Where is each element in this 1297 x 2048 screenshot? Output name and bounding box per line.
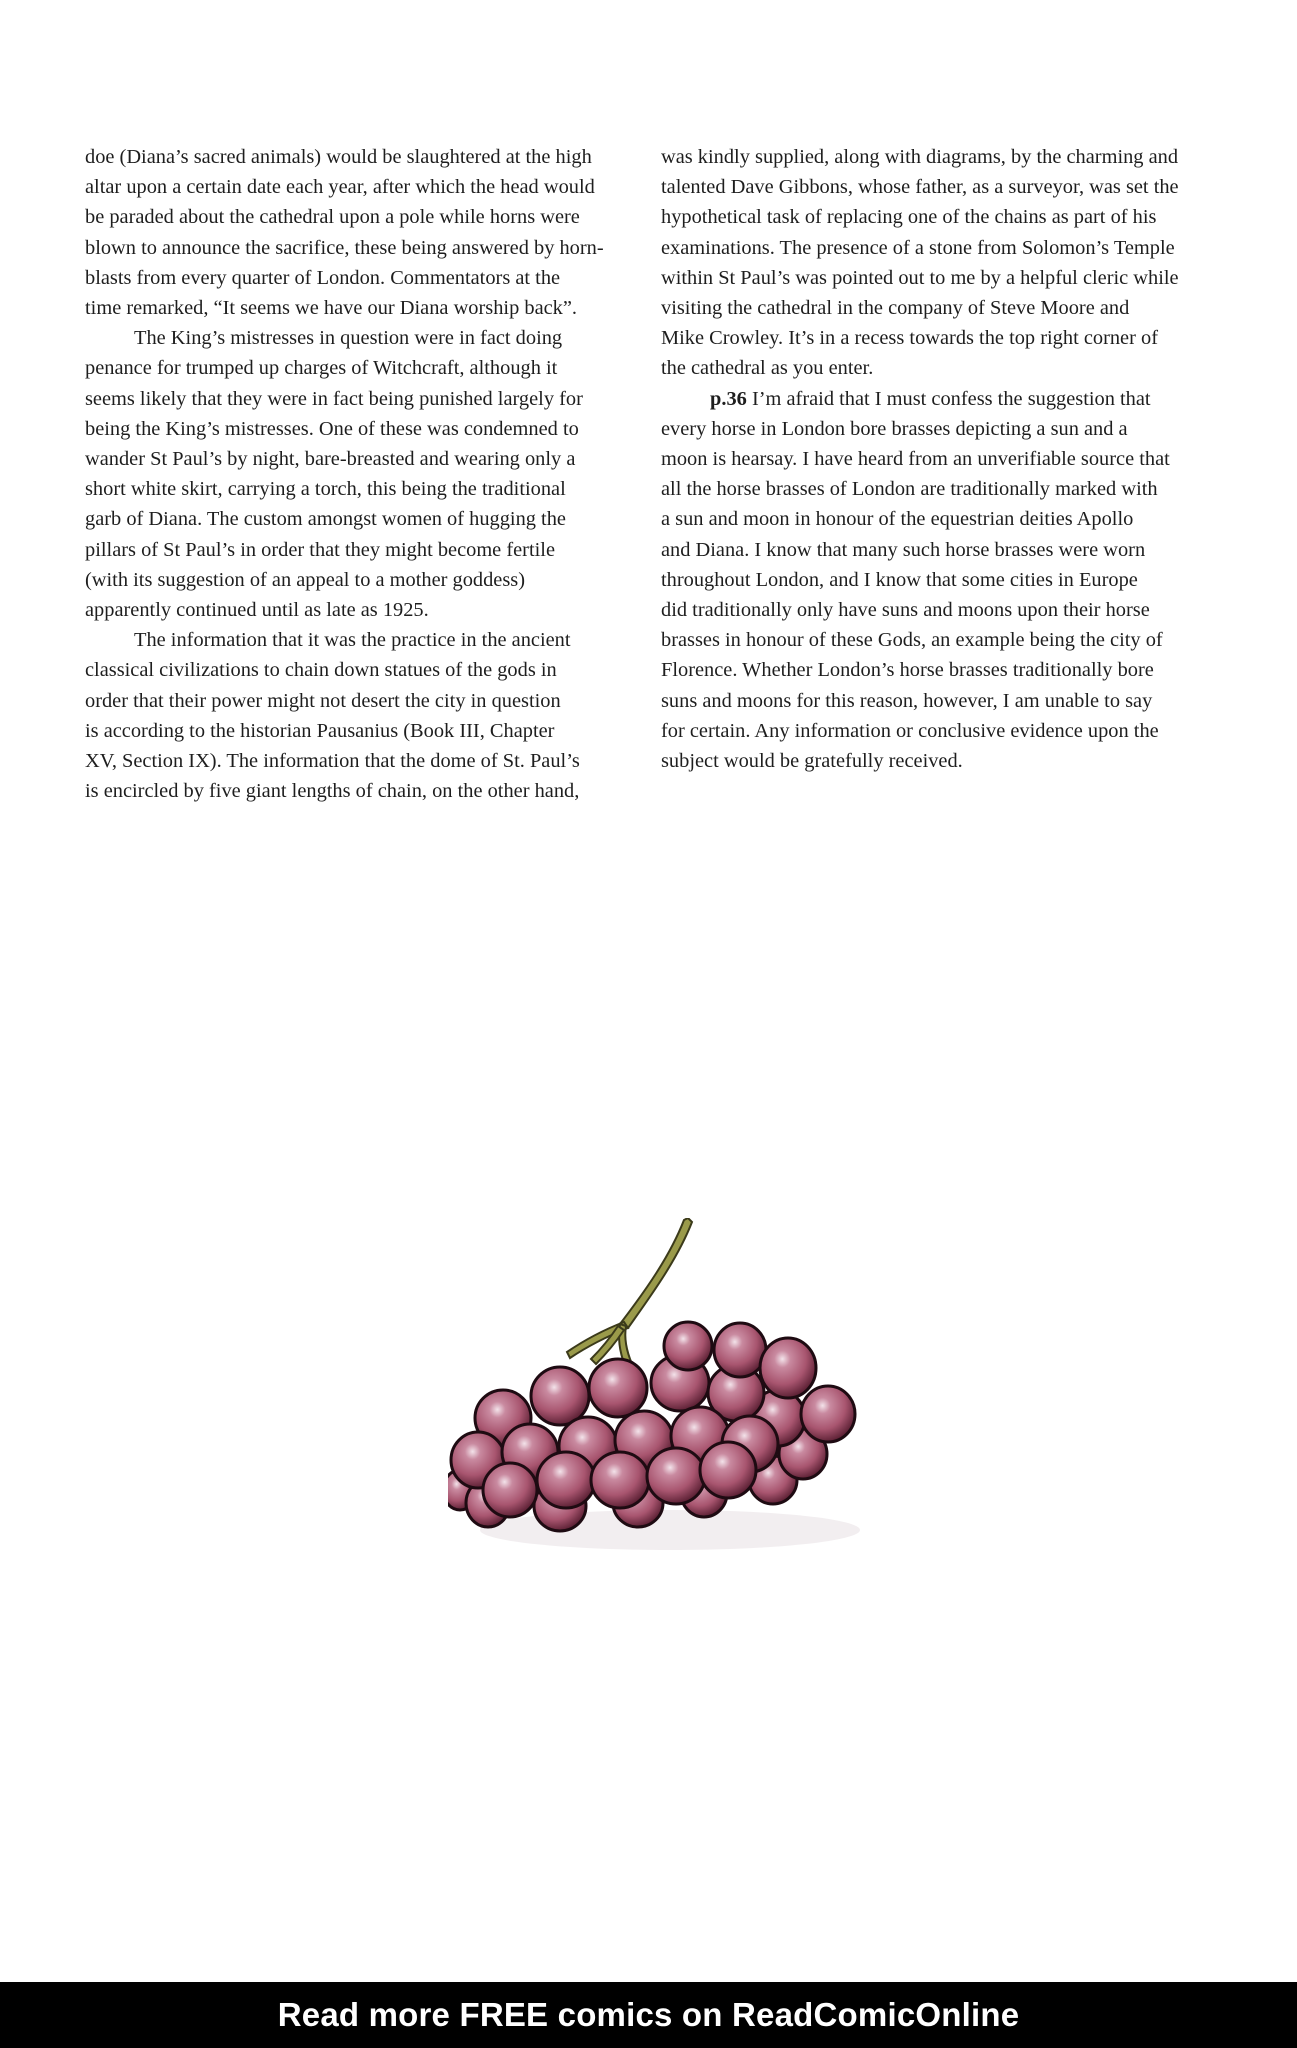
left-paragraph-1: doe (Diana’s sacred animals) would be slaughtered at the high altar upon a certain date each year, after which the head would be paraded about the cathedral upon a pole while horns were blown to announce the sacrifice, these being answered by horn- blasts from every quarter of London. Commentators at the time remarked, “It seems we have our Diana worship back”.: [85, 146, 604, 320]
grapes-icon: [448, 1218, 894, 1568]
left-paragraph-3: The information that it was the practice in the ancient classical civilizations to chain down statues of the gods in order that their power might not desert the city in question is according to the historian Pausanius (Book III, Chapter XV, Section IX). The information that the dome of St. Paul’s is encircled by five giant lengths of chain, on the other hand,: [85, 629, 580, 803]
right-paragraph-1: was kindly supplied, along with diagrams, by the charming and talented Dave Gibbons, whose father, as a surveyor, was set the hypothetical task of replacing one of the chains as part of his examinations. The presence of a stone from Solomon’s Temple within St Paul’s was pointed out to me by a helpful cleric while visiting the cathedral in the company of Steve Moore and Mike Crowley. It’s in a recess towards the top right corner of the cathedral as you enter.: [661, 146, 1179, 380]
left-text-column: [85, 142, 641, 806]
right-paragraph-2: [661, 384, 1217, 777]
page-reference: p.36: [710, 387, 747, 410]
left-paragraph-2: The King’s mistresses in question were in fact doing penance for trumped up charges of Witchcraft, although it seems likely that they were in fact being punished largely for being the King’s mistresses. One of these was condemned to wander St Paul’s by night, bare-breasted and wearing only a short white skirt, carrying a torch, this being the traditional garb of Diana. The custom amongst women of hugging the pillars of St Paul’s in order that they might become fertile (with its suggestion of an appeal to a mother goddess) apparently continued until as late as 1925.: [85, 327, 583, 622]
footer-banner[interactable]: [0, 1982, 1297, 2048]
right-text-column: [661, 142, 1217, 776]
right-paragraph-2-text: I’m afraid that I must confess the suggestion that every horse in London bore brasses depicting a sun and a moon is hearsay. I have heard from an unverifiable source that all the horse brasses of London are traditionally marked with a sun and moon in honour of the equestrian deities Apollo and Diana. I know that many such horse brasses were worn throughout London, and I know that some cities in Europe did traditionally only have suns and moons upon their horse brasses in honour of these Gods, an example being the city of Florence. Whether London’s horse brasses traditionally bore suns and moons for this reason, however, I am unable to say for certain. Any information or conclusive evidence upon the subject would be gratefully received.: [661, 387, 1170, 773]
footer-banner-text[interactable]: Read more FREE comics on ReadComicOnline: [277, 1996, 1020, 2033]
grape-cluster: [448, 1322, 855, 1531]
